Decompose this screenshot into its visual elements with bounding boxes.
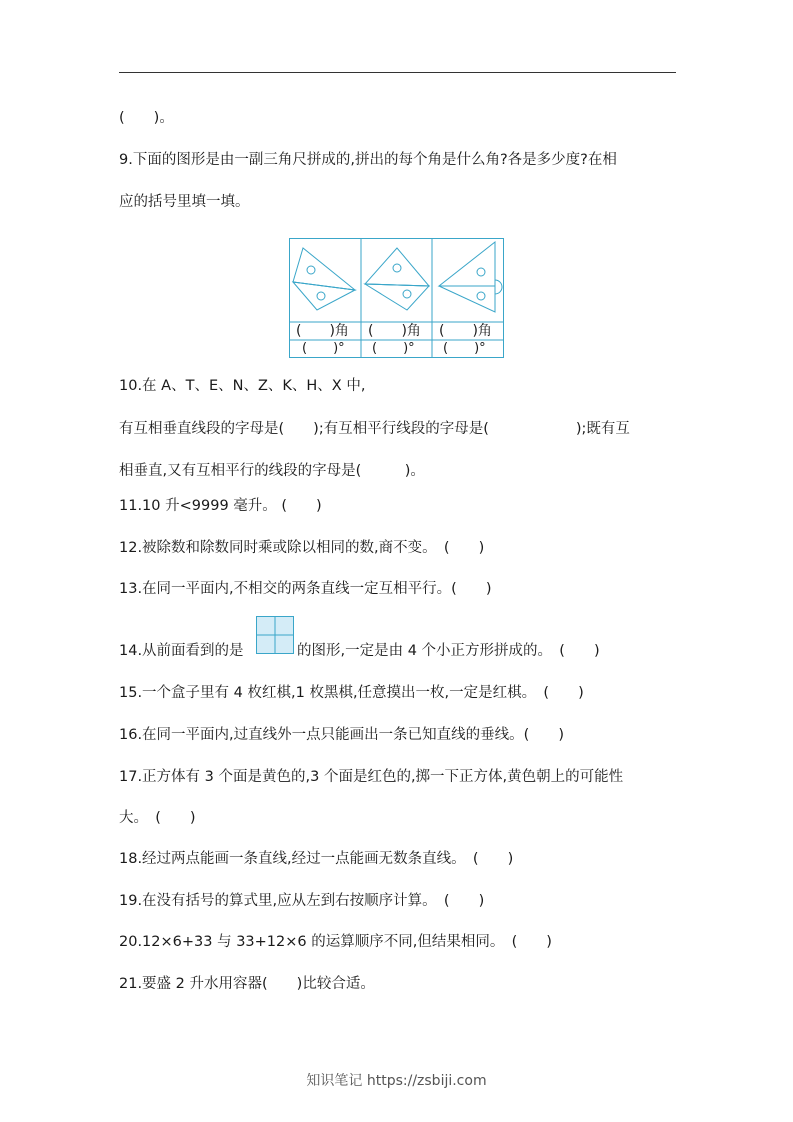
q11: 11.10 升<9999 毫升。 ( )	[119, 498, 322, 514]
degree-label-3: ( )°	[443, 341, 486, 356]
q17-line1: 17.正方体有 3 个面是黄色的,3 个面是红色的,掷一下正方体,黄色朝上的可能性	[119, 769, 624, 785]
q17-line2: 大。 ( )	[119, 810, 196, 826]
q12: 12.被除数和除数同时乘或除以相同的数,商不变。 ( )	[119, 540, 485, 556]
degree-label-1: ( )°	[302, 341, 345, 356]
header-rule	[119, 72, 676, 73]
angle-label-3: ( )角	[439, 323, 492, 339]
q15: 15.一个盒子里有 4 枚红棋,1 枚黑棋,任意摸出一枚,一定是红棋。 ( )	[119, 685, 584, 701]
q14-end: 的图形,一定是由 4 个小正方形拼成的。 ( )	[297, 643, 600, 659]
four-square-grid-figure	[256, 616, 294, 654]
footer-watermark[interactable]: 知识笔记 https://zsbiji.com	[306, 1073, 487, 1089]
q9-line2: 应的括号里填一填。	[119, 194, 250, 210]
q21: 21.要盛 2 升水用容器( )比较合适。	[119, 976, 375, 992]
q19: 19.在没有括号的算式里,应从左到右按顺序计算。 ( )	[119, 893, 485, 909]
q14-start: 14.从前面看到的是	[119, 643, 244, 659]
q20: 20.12×6+33 与 33+12×6 的运算顺序不同,但结果相同。 ( )	[119, 934, 552, 950]
q18: 18.经过两点能画一条直线,经过一点能画无数条直线。 ( )	[119, 851, 514, 867]
q9-line1: 9.下面的图形是由一副三角尺拼成的,拼出的每个角是什么角?各是多少度?在相	[119, 152, 617, 168]
q16: 16.在同一平面内,过直线外一点只能画出一条已知直线的垂线。( )	[119, 727, 564, 743]
angle-label-1: ( )角	[296, 323, 349, 339]
degree-label-2: ( )°	[372, 341, 415, 356]
q8-tail: ( )。	[119, 110, 174, 126]
q10-line1: 10.在 A、T、E、N、Z、K、H、X 中,	[119, 378, 366, 394]
q13: 13.在同一平面内,不相交的两条直线一定互相平行。( )	[119, 581, 492, 597]
q10-line2: 有互相垂直线段的字母是( );有互相平行线段的字母是( );既有互	[119, 421, 630, 437]
q10-line3: 相垂直,又有互相平行的线段的字母是( )。	[119, 463, 425, 479]
angle-label-2: ( )角	[368, 323, 421, 339]
